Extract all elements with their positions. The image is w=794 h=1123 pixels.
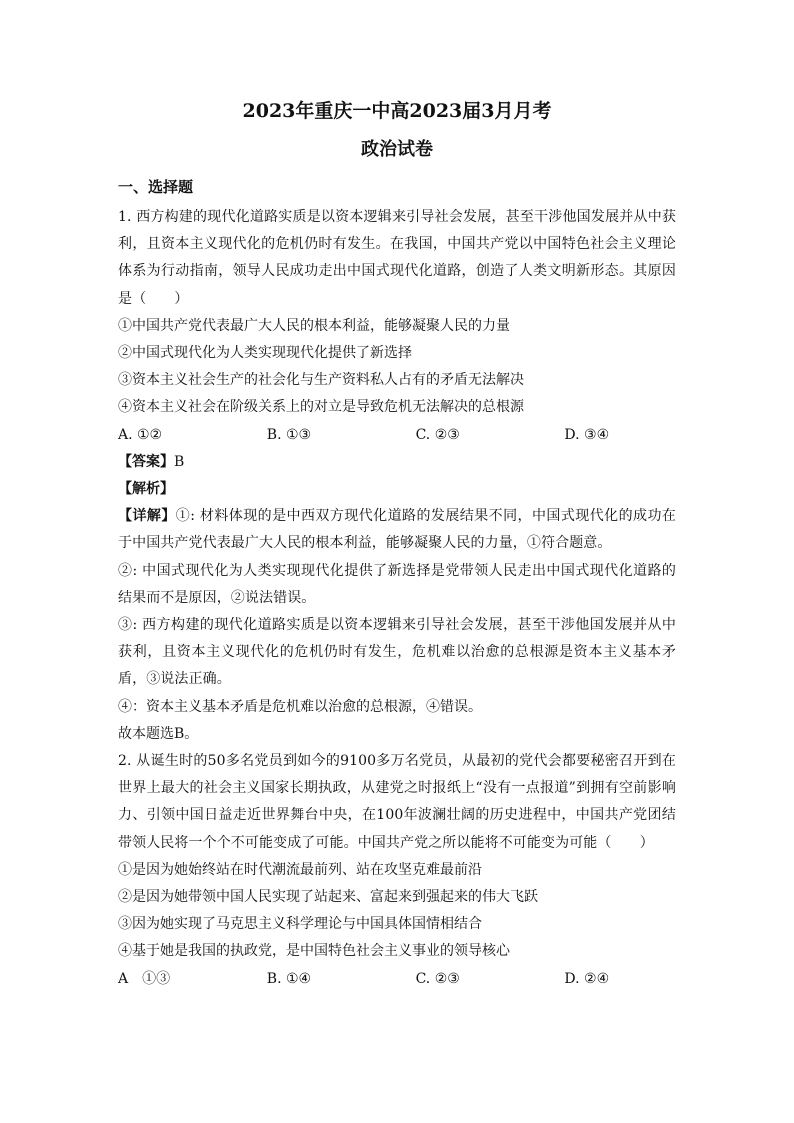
option-d: D. ③④ xyxy=(564,426,610,443)
answer-options xyxy=(118,966,676,993)
question-1 xyxy=(118,204,676,748)
option-c: C. ②③ xyxy=(415,426,460,443)
question-stem: 1. 西方构建的现代化道路实质是以资本逻辑来引导社会发展，甚至干涉他国发展并从中获利，且资本主义现代化的危机仍时有发生。在我国，中国共产党以中国特色社会主义理论体系为行动指南，领导人民成功走出中国式现代化道路，创造了人类文明新形态。其原因是（ ） xyxy=(118,209,676,307)
section-heading: 一、选择题 xyxy=(118,178,194,196)
answer-value: B xyxy=(174,453,185,470)
detail-paragraph xyxy=(118,503,676,557)
question-item: ②是因为她带领中国人民实现了站起来、富起来到强起来的伟大飞跃 xyxy=(118,889,538,906)
question-item: ③因为她实现了马克思主义科学理论与中国具体国情相结合 xyxy=(118,916,482,933)
question-item: ②中国式现代化为人类实现现代化提供了新选择 xyxy=(118,345,412,362)
detail-paragraph: ③: 西方构建的现代化道路实质是以资本逻辑来引导社会发展，甚至干涉他国发展并从中获利，且资本主义现代化的危机仍时有发生，危机难以治愈的总根源是资本主义基本矛盾，③说法正确。 xyxy=(118,617,676,688)
answer-options xyxy=(118,422,676,449)
analysis-tag: 【解析】 xyxy=(118,481,174,498)
question-stem: 2. 从诞生时的50多名党员到如今的9100多万名党员，从最初的党代会都要秘密召开到在世界上最大的社会主义国家长期执政，从建党之时报纸上“没有一点报道”到拥有空前影响力、引领中国日益走近世界舞台中央，在100年波澜壮阔的历史进程中，中国共产党团结带领人民将一个个不可能变成了可能。中国共产党之所以能将不可能变为可能（ ） xyxy=(118,753,676,851)
question-item: ④资本主义社会在阶级关系上的对立是导致危机无法解决的总根源 xyxy=(118,399,524,416)
question-item: ①是因为她始终站在时代潮流最前列、站在攻坚克难最前沿 xyxy=(118,861,482,878)
answer-tag: 【答案】 xyxy=(118,453,174,470)
detail-paragraph: ④：资本主义基本矛盾是危机难以治愈的总根源，④错误。 xyxy=(118,698,482,715)
question-item: ③资本主义社会生产的社会化与生产资料私人占有的矛盾无法解决 xyxy=(118,372,524,389)
option-b: B. ①④ xyxy=(266,970,312,987)
option-d: D. ②④ xyxy=(564,970,610,987)
detail-tag: 【详解】 xyxy=(118,508,176,525)
page-title: 2023年重庆一中高2023届3月月考 xyxy=(242,100,552,122)
detail-paragraph: ②: 中国式现代化为人类实现现代化提供了新选择是党带领人民走出中国式现代化道路的结果而不是原因，②说法错误。 xyxy=(118,562,676,606)
detail-text: ①: 材料体现的是中西双方现代化道路的发展结果不同，中国式现代化的成功在于中国共产党代表最广大人民的根本利益，能够凝聚人民的力量，①符合题意。 xyxy=(118,508,676,552)
answer-line xyxy=(118,449,676,476)
question-item: ④基于她是我国的执政党，是中国特色社会主义事业的领导核心 xyxy=(118,943,510,960)
option-a: A. ①② xyxy=(118,426,163,443)
page-subtitle: 政治试卷 xyxy=(361,139,433,160)
question-2 xyxy=(118,748,676,993)
option-b: B. ①③ xyxy=(266,426,312,443)
detail-conclusion: 故本题选B。 xyxy=(118,725,199,742)
option-c: C. ②③ xyxy=(415,970,460,987)
option-a: A ①③ xyxy=(118,970,171,987)
question-item: ①中国共产党代表最广大人民的根本利益，能够凝聚人民的力量 xyxy=(118,317,510,334)
